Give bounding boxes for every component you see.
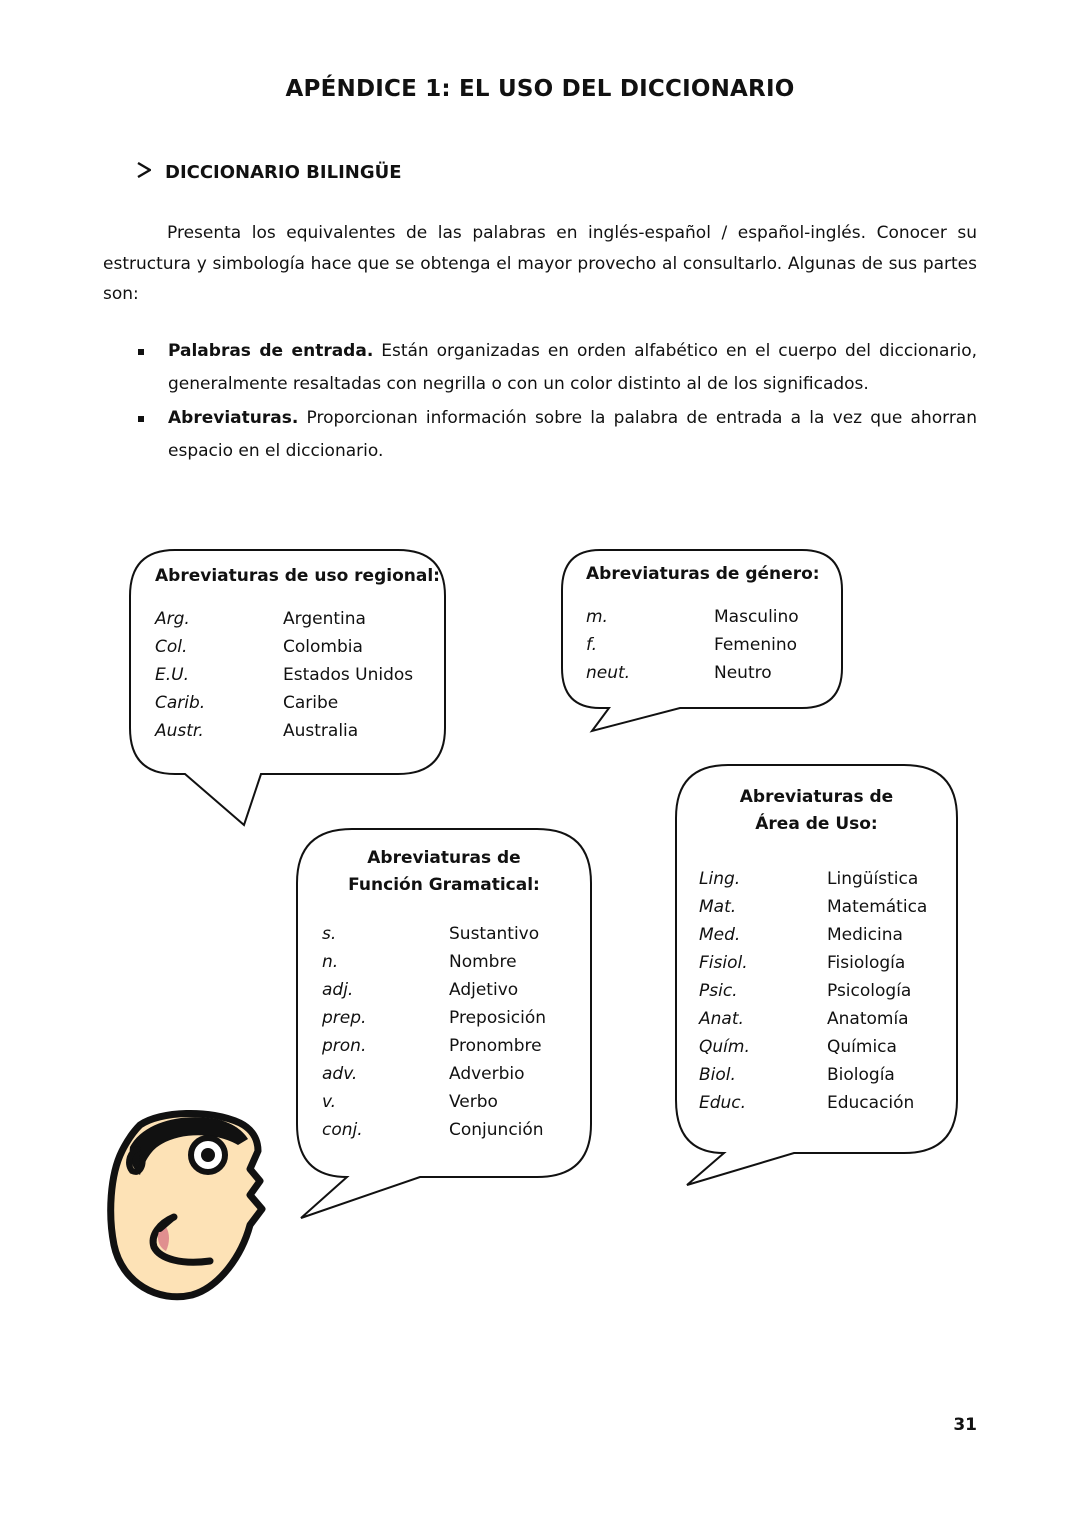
list-item (322, 1064, 357, 1084)
intro-text: Presenta los equivalentes de las palabras en inglés-español / español-inglés. Conocer su estructura y simbología hace que se obtenga el mayor provecho al consultarlo. Algunas de sus partes son: (103, 223, 977, 304)
meaning: Preposición (449, 1008, 547, 1028)
list-item (827, 1065, 895, 1085)
page-title: APÉNDICE 1: EL USO DEL DICCIONARIO (285, 76, 795, 102)
list-item (155, 637, 187, 657)
abbr: f. (586, 635, 598, 655)
abbr: Educ. (699, 1093, 747, 1113)
list-item (449, 1064, 525, 1084)
title-line: Área de Uso: (755, 814, 878, 834)
abbr: m. (586, 607, 608, 627)
section-heading-text: DICCIONARIO BILINGÜE (165, 162, 402, 183)
list-item (586, 663, 630, 683)
abbr: prep. (322, 1008, 367, 1028)
abbr: E.U. (155, 665, 189, 685)
title-line: Función Gramatical: (348, 875, 540, 895)
meaning: Neutro (714, 663, 772, 683)
bubble-regional-title: Abreviaturas de uso regional: (155, 566, 440, 586)
list-item (449, 980, 518, 1000)
list-item (155, 665, 189, 685)
abbr: Fisiol. (699, 953, 748, 973)
abbr: Col. (155, 637, 188, 657)
abbr: Arg. (155, 609, 190, 629)
meaning: Anatomía (827, 1009, 909, 1029)
list-item (449, 952, 517, 972)
abbr: adv. (322, 1064, 358, 1084)
meaning: Lingüística (827, 869, 919, 889)
list-item (449, 1036, 542, 1056)
meaning: Educación (827, 1093, 915, 1113)
list-item (827, 981, 911, 1001)
list-item (155, 609, 190, 629)
bubble-gramatical-title (297, 845, 591, 899)
list-item (283, 693, 338, 713)
title-line: Abreviaturas de (367, 848, 521, 868)
meaning: Adverbio (449, 1064, 525, 1084)
abbr: Austr. (155, 721, 204, 741)
list-item (322, 980, 353, 1000)
title-line: Abreviaturas de (739, 787, 894, 807)
list-item (827, 1009, 909, 1029)
list-item (586, 635, 597, 655)
bubble-regional-outline (130, 550, 445, 825)
list-item (283, 637, 363, 657)
bullet-term: Abreviaturas. (168, 408, 299, 428)
abbr: Carib. (155, 693, 206, 713)
abbr: pron. (322, 1036, 367, 1056)
meaning: Femenino (714, 635, 797, 655)
list-item (449, 1092, 498, 1112)
list-item (449, 924, 539, 944)
bubble-area-title (676, 784, 957, 838)
abbr: Med. (699, 925, 741, 945)
list-item (449, 1008, 546, 1028)
list-item (827, 925, 903, 945)
abbr: Psic. (699, 981, 738, 1001)
meaning: Matemática (827, 897, 928, 917)
list-item (283, 665, 413, 685)
list-item (322, 1092, 336, 1112)
abbr: s. (322, 924, 337, 944)
list-item (586, 607, 608, 627)
list-item (699, 1009, 744, 1029)
cartoon-face-icon (100, 1105, 270, 1305)
list-item (699, 953, 748, 973)
meaning: Biología (827, 1065, 895, 1085)
meaning: Conjunción (449, 1120, 544, 1140)
meaning: Psicología (827, 981, 912, 1001)
list-item (699, 981, 738, 1001)
list-item (155, 693, 205, 713)
list-item (699, 1093, 746, 1113)
list-item (714, 607, 799, 627)
meaning: Colombia (283, 637, 363, 657)
list-item (699, 925, 740, 945)
page-number: 31 (953, 1415, 977, 1435)
abbr: adj. (322, 980, 354, 1000)
abbr: Ling. (699, 869, 741, 889)
meaning: Estados Unidos (283, 665, 414, 685)
list-item (283, 721, 358, 741)
abbr: n. (322, 952, 339, 972)
bullet-term: Palabras de entrada. (168, 341, 374, 361)
meaning: Sustantivo (449, 924, 540, 944)
list-item (322, 1036, 366, 1056)
meaning: Caribe (283, 693, 339, 713)
list-item (699, 1037, 750, 1057)
list-item (449, 1120, 544, 1140)
meaning: Química (827, 1037, 897, 1057)
list-item (322, 1120, 363, 1140)
bullet-text: Están organizadas en orden alfabético en el cuerpo del diccionario, generalmente resaltadas con negrilla o con un color distinto al de los significados. (168, 341, 977, 394)
list-item (155, 721, 204, 741)
list-item (714, 663, 772, 683)
list-item (322, 952, 338, 972)
list-item (699, 869, 740, 889)
meaning: Masculino (714, 607, 799, 627)
meaning: Verbo (449, 1092, 498, 1112)
list-item (827, 953, 905, 973)
meaning: Pronombre (449, 1036, 542, 1056)
list-item (699, 897, 736, 917)
list-item (827, 897, 927, 917)
meaning: Nombre (449, 952, 517, 972)
list-item (714, 635, 797, 655)
list-item (322, 1008, 366, 1028)
meaning: Adjetivo (449, 980, 519, 1000)
meaning: Medicina (827, 925, 903, 945)
meaning: Australia (283, 721, 359, 741)
abbr: Quím. (699, 1037, 750, 1057)
list-item (827, 869, 918, 889)
bubble-genero-title: Abreviaturas de género: (586, 564, 820, 584)
bullet-text: Proporcionan información sobre la palabra de entrada a la vez que ahorran espacio en el diccionario. (168, 408, 977, 461)
list-item (283, 609, 366, 629)
abbr: neut. (586, 663, 631, 683)
meaning: Fisiología (827, 953, 906, 973)
meaning: Argentina (283, 609, 366, 629)
list-item (827, 1037, 897, 1057)
abbr: v. (322, 1092, 337, 1112)
abbr: Anat. (699, 1009, 744, 1029)
abbr: Biol. (699, 1065, 736, 1085)
abbr: Mat. (699, 897, 737, 917)
list-item (322, 924, 336, 944)
abbr: conj. (322, 1120, 363, 1140)
list-item (699, 1065, 736, 1085)
list-item (827, 1093, 914, 1113)
